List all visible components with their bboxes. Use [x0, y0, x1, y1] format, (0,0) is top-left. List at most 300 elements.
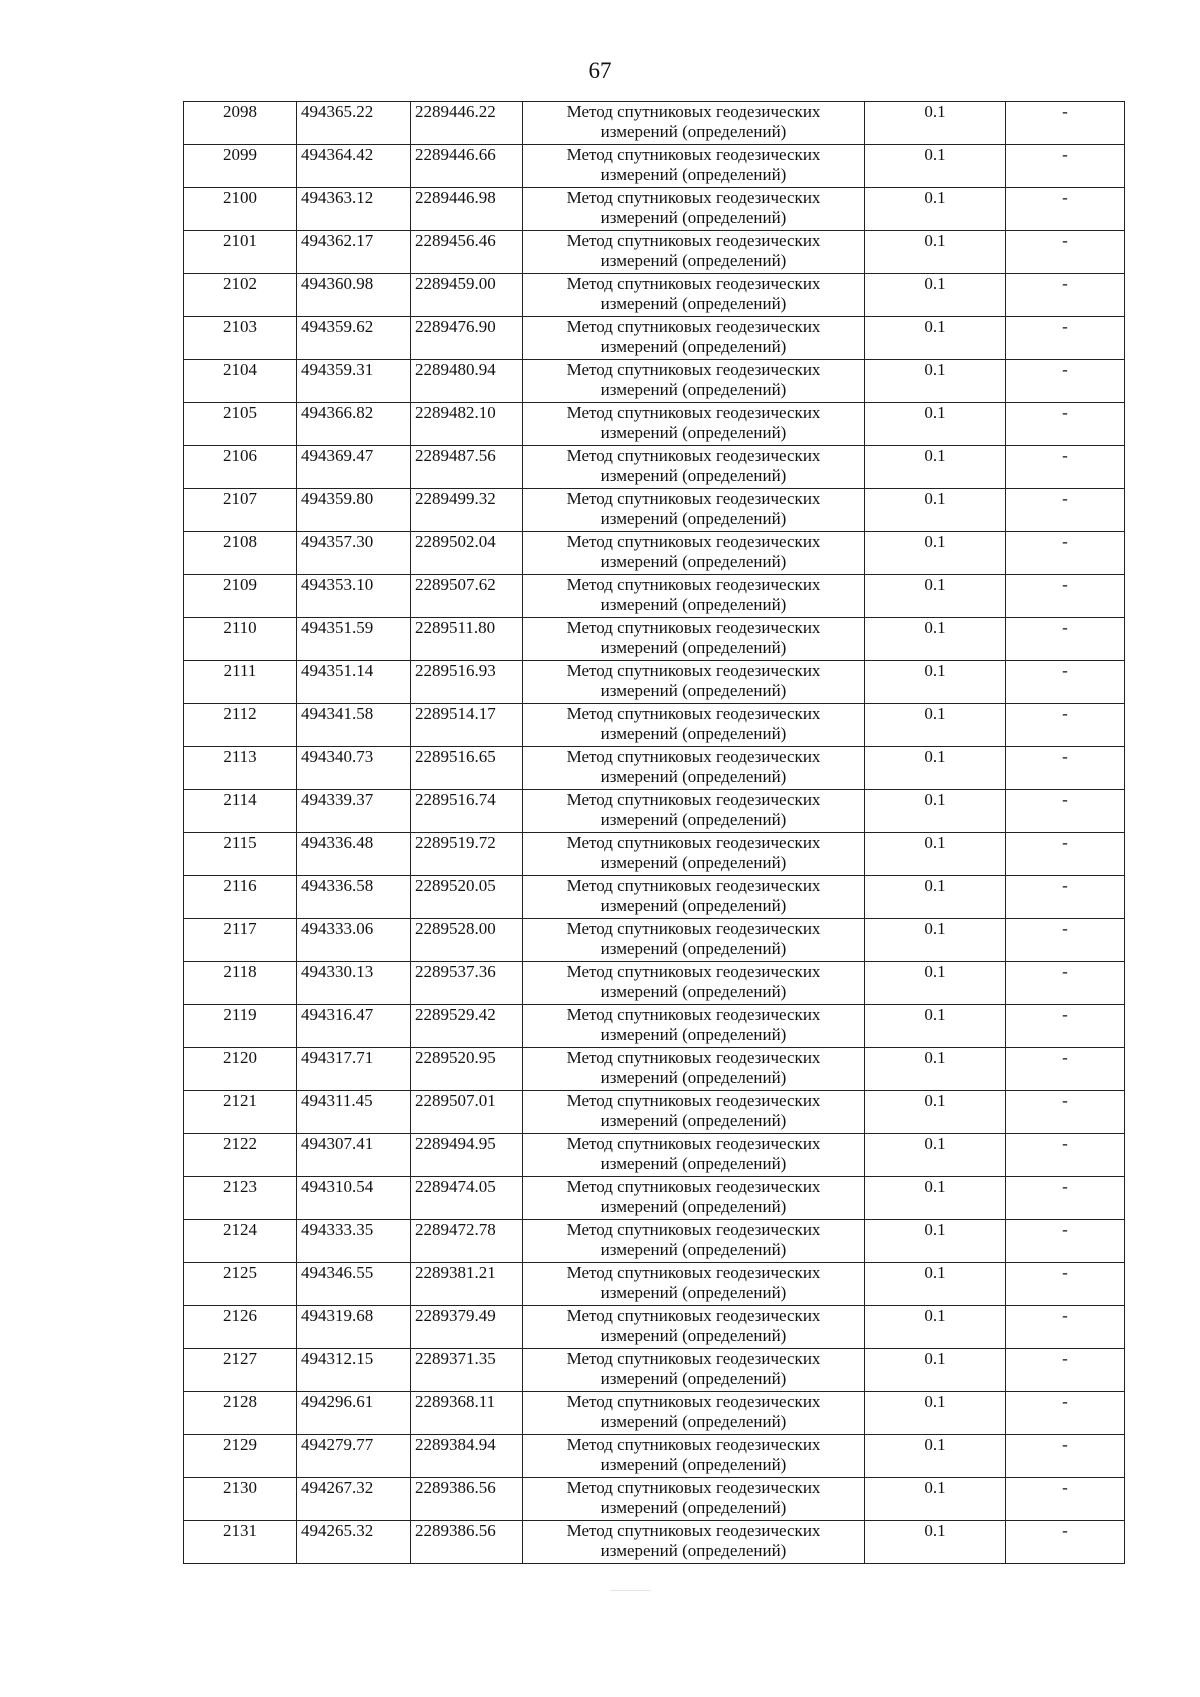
- point-number-cell: 2122: [184, 1134, 297, 1177]
- method-text-line-1: Метод спутниковых геодезических: [566, 876, 821, 895]
- point-number-cell: 2101: [184, 231, 297, 274]
- method-text-line-2: измерений (определений): [600, 294, 787, 313]
- x-coordinate-cell: 494311.45: [297, 1091, 411, 1134]
- table-row: [184, 1521, 1125, 1564]
- table-row: [184, 1435, 1125, 1478]
- accuracy-cell: 0.1: [865, 1392, 1006, 1435]
- point-number-cell: 2128: [184, 1392, 297, 1435]
- method-cell: [523, 1134, 865, 1177]
- y-coordinate-cell: 2289507.62: [411, 575, 523, 618]
- method-text-line-2: измерений (определений): [600, 810, 787, 829]
- table-row: [184, 833, 1125, 876]
- method-text-line-2: измерений (определений): [600, 208, 787, 227]
- method-cell: [523, 1306, 865, 1349]
- x-coordinate-cell: 494365.22: [297, 102, 411, 145]
- method-cell: [523, 747, 865, 790]
- x-coordinate-cell: 494359.62: [297, 317, 411, 360]
- point-number-cell: 2129: [184, 1435, 297, 1478]
- y-coordinate-cell: 2289528.00: [411, 919, 523, 962]
- y-coordinate-cell: 2289487.56: [411, 446, 523, 489]
- method-cell: [523, 704, 865, 747]
- method-text-line-1: Метод спутниковых геодезических: [566, 1306, 821, 1325]
- accuracy-cell: 0.1: [865, 833, 1006, 876]
- table-row: [184, 747, 1125, 790]
- method-cell: [523, 403, 865, 446]
- method-text-line-2: измерений (определений): [600, 552, 787, 571]
- x-coordinate-cell: 494279.77: [297, 1435, 411, 1478]
- table-row: [184, 1091, 1125, 1134]
- note-cell: -: [1006, 231, 1125, 274]
- method-cell: [523, 317, 865, 360]
- note-cell: -: [1006, 618, 1125, 661]
- accuracy-cell: 0.1: [865, 1521, 1006, 1564]
- note-cell: -: [1006, 1478, 1125, 1521]
- accuracy-cell: 0.1: [865, 618, 1006, 661]
- table-row: [184, 661, 1125, 704]
- method-cell: [523, 274, 865, 317]
- table-row: [184, 1177, 1125, 1220]
- method-cell: [523, 1091, 865, 1134]
- method-text-line-2: измерений (определений): [600, 380, 787, 399]
- note-cell: -: [1006, 919, 1125, 962]
- table-row: [184, 489, 1125, 532]
- table-row: [184, 360, 1125, 403]
- table-row: [184, 1478, 1125, 1521]
- point-number-cell: 2118: [184, 962, 297, 1005]
- point-number-cell: 2124: [184, 1220, 297, 1263]
- accuracy-cell: 0.1: [865, 403, 1006, 446]
- method-text-line-1: Метод спутниковых геодезических: [566, 833, 821, 852]
- method-text-line-2: измерений (определений): [600, 595, 787, 614]
- note-cell: -: [1006, 962, 1125, 1005]
- point-number-cell: 2123: [184, 1177, 297, 1220]
- accuracy-cell: 0.1: [865, 532, 1006, 575]
- x-coordinate-cell: 494265.32: [297, 1521, 411, 1564]
- note-cell: -: [1006, 1349, 1125, 1392]
- method-cell: [523, 1220, 865, 1263]
- note-cell: -: [1006, 661, 1125, 704]
- accuracy-cell: 0.1: [865, 1263, 1006, 1306]
- y-coordinate-cell: 2289511.80: [411, 618, 523, 661]
- accuracy-cell: 0.1: [865, 1134, 1006, 1177]
- method-cell: [523, 1521, 865, 1564]
- method-text-line-1: Метод спутниковых геодезических: [566, 1177, 821, 1196]
- method-cell: [523, 790, 865, 833]
- note-cell: -: [1006, 1435, 1125, 1478]
- x-coordinate-cell: 494340.73: [297, 747, 411, 790]
- x-coordinate-cell: 494312.15: [297, 1349, 411, 1392]
- coordinates-table: [183, 101, 1125, 1564]
- accuracy-cell: 0.1: [865, 1478, 1006, 1521]
- method-cell: [523, 446, 865, 489]
- y-coordinate-cell: 2289494.95: [411, 1134, 523, 1177]
- x-coordinate-cell: 494362.17: [297, 231, 411, 274]
- accuracy-cell: 0.1: [865, 919, 1006, 962]
- method-text-line-1: Метод спутниковых геодезических: [566, 532, 821, 551]
- note-cell: -: [1006, 704, 1125, 747]
- y-coordinate-cell: 2289520.05: [411, 876, 523, 919]
- accuracy-cell: 0.1: [865, 661, 1006, 704]
- note-cell: -: [1006, 403, 1125, 446]
- y-coordinate-cell: 2289384.94: [411, 1435, 523, 1478]
- y-coordinate-cell: 2289368.11: [411, 1392, 523, 1435]
- point-number-cell: 2100: [184, 188, 297, 231]
- accuracy-cell: 0.1: [865, 317, 1006, 360]
- method-text-line-1: Метод спутниковых геодезических: [566, 489, 821, 508]
- x-coordinate-cell: 494336.58: [297, 876, 411, 919]
- y-coordinate-cell: 2289516.93: [411, 661, 523, 704]
- accuracy-cell: 0.1: [865, 1005, 1006, 1048]
- method-text-line-1: Метод спутниковых геодезических: [566, 1048, 821, 1067]
- method-cell: [523, 1048, 865, 1091]
- method-text-line-2: измерений (определений): [600, 982, 787, 1001]
- x-coordinate-cell: 494351.59: [297, 618, 411, 661]
- table-row: [184, 1349, 1125, 1392]
- method-text-line-2: измерений (определений): [600, 1197, 787, 1216]
- y-coordinate-cell: 2289507.01: [411, 1091, 523, 1134]
- method-text-line-1: Метод спутниковых геодезических: [566, 1349, 821, 1368]
- point-number-cell: 2104: [184, 360, 297, 403]
- method-cell: [523, 188, 865, 231]
- method-text-line-2: измерений (определений): [600, 1369, 787, 1388]
- point-number-cell: 2106: [184, 446, 297, 489]
- table-row: [184, 145, 1125, 188]
- method-text-line-2: измерений (определений): [600, 165, 787, 184]
- method-cell: [523, 575, 865, 618]
- y-coordinate-cell: 2289459.00: [411, 274, 523, 317]
- method-text-line-1: Метод спутниковых геодезических: [566, 1392, 821, 1411]
- method-cell: [523, 1435, 865, 1478]
- x-coordinate-cell: 494316.47: [297, 1005, 411, 1048]
- note-cell: -: [1006, 446, 1125, 489]
- accuracy-cell: 0.1: [865, 876, 1006, 919]
- point-number-cell: 2109: [184, 575, 297, 618]
- x-coordinate-cell: 494336.48: [297, 833, 411, 876]
- accuracy-cell: 0.1: [865, 145, 1006, 188]
- coordinates-table-body: [184, 102, 1125, 1564]
- x-coordinate-cell: 494364.42: [297, 145, 411, 188]
- method-text-line-2: измерений (определений): [600, 1240, 787, 1259]
- note-cell: -: [1006, 1220, 1125, 1263]
- method-text-line-1: Метод спутниковых геодезических: [566, 274, 821, 293]
- accuracy-cell: 0.1: [865, 231, 1006, 274]
- note-cell: -: [1006, 1263, 1125, 1306]
- note-cell: -: [1006, 1306, 1125, 1349]
- y-coordinate-cell: 2289502.04: [411, 532, 523, 575]
- accuracy-cell: 0.1: [865, 489, 1006, 532]
- method-text-line-2: измерений (определений): [600, 466, 787, 485]
- scan-artifact-mark: [610, 1590, 650, 1591]
- table-row: [184, 1263, 1125, 1306]
- table-row: [184, 1306, 1125, 1349]
- method-text-line-2: измерений (определений): [600, 1326, 787, 1345]
- method-text-line-2: измерений (определений): [600, 1455, 787, 1474]
- point-number-cell: 2110: [184, 618, 297, 661]
- x-coordinate-cell: 494360.98: [297, 274, 411, 317]
- method-cell: [523, 919, 865, 962]
- x-coordinate-cell: 494307.41: [297, 1134, 411, 1177]
- method-text-line-1: Метод спутниковых геодезических: [566, 919, 821, 938]
- note-cell: -: [1006, 1048, 1125, 1091]
- note-cell: -: [1006, 575, 1125, 618]
- method-text-line-1: Метод спутниковых геодезических: [566, 747, 821, 766]
- method-text-line-2: измерений (определений): [600, 337, 787, 356]
- method-text-line-2: измерений (определений): [600, 853, 787, 872]
- accuracy-cell: 0.1: [865, 747, 1006, 790]
- x-coordinate-cell: 494346.55: [297, 1263, 411, 1306]
- x-coordinate-cell: 494351.14: [297, 661, 411, 704]
- method-text-line-2: измерений (определений): [600, 1283, 787, 1302]
- x-coordinate-cell: 494267.32: [297, 1478, 411, 1521]
- method-text-line-2: измерений (определений): [600, 939, 787, 958]
- method-cell: [523, 489, 865, 532]
- method-text-line-2: измерений (определений): [600, 423, 787, 442]
- note-cell: -: [1006, 360, 1125, 403]
- x-coordinate-cell: 494363.12: [297, 188, 411, 231]
- method-cell: [523, 532, 865, 575]
- y-coordinate-cell: 2289472.78: [411, 1220, 523, 1263]
- table-row: [184, 317, 1125, 360]
- note-cell: -: [1006, 317, 1125, 360]
- x-coordinate-cell: 494353.10: [297, 575, 411, 618]
- point-number-cell: 2113: [184, 747, 297, 790]
- accuracy-cell: 0.1: [865, 1435, 1006, 1478]
- method-text-line-2: измерений (определений): [600, 1111, 787, 1130]
- method-text-line-1: Метод спутниковых геодезических: [566, 661, 821, 680]
- accuracy-cell: 0.1: [865, 1091, 1006, 1134]
- note-cell: -: [1006, 274, 1125, 317]
- y-coordinate-cell: 2289537.36: [411, 962, 523, 1005]
- y-coordinate-cell: 2289516.65: [411, 747, 523, 790]
- method-text-line-1: Метод спутниковых геодезических: [566, 1435, 821, 1454]
- method-cell: [523, 1005, 865, 1048]
- point-number-cell: 2098: [184, 102, 297, 145]
- note-cell: -: [1006, 876, 1125, 919]
- note-cell: -: [1006, 532, 1125, 575]
- page-number: 67: [588, 58, 612, 83]
- accuracy-cell: 0.1: [865, 1220, 1006, 1263]
- note-cell: -: [1006, 1521, 1125, 1564]
- y-coordinate-cell: 2289514.17: [411, 704, 523, 747]
- method-text-line-2: измерений (определений): [600, 638, 787, 657]
- method-cell: [523, 618, 865, 661]
- note-cell: -: [1006, 833, 1125, 876]
- x-coordinate-cell: 494296.61: [297, 1392, 411, 1435]
- method-text-line-2: измерений (определений): [600, 251, 787, 270]
- note-cell: -: [1006, 1005, 1125, 1048]
- accuracy-cell: 0.1: [865, 1349, 1006, 1392]
- method-text-line-1: Метод спутниковых геодезических: [566, 962, 821, 981]
- method-text-line-1: Метод спутниковых геодезических: [566, 1091, 821, 1110]
- point-number-cell: 2125: [184, 1263, 297, 1306]
- table-row: [184, 1048, 1125, 1091]
- point-number-cell: 2108: [184, 532, 297, 575]
- method-cell: [523, 1263, 865, 1306]
- x-coordinate-cell: 494359.31: [297, 360, 411, 403]
- y-coordinate-cell: 2289386.56: [411, 1521, 523, 1564]
- table-row: [184, 188, 1125, 231]
- method-cell: [523, 962, 865, 1005]
- method-cell: [523, 1349, 865, 1392]
- accuracy-cell: 0.1: [865, 274, 1006, 317]
- accuracy-cell: 0.1: [865, 1048, 1006, 1091]
- x-coordinate-cell: 494339.37: [297, 790, 411, 833]
- table-row: [184, 446, 1125, 489]
- y-coordinate-cell: 2289371.35: [411, 1349, 523, 1392]
- method-text-line-2: измерений (определений): [600, 1541, 787, 1560]
- y-coordinate-cell: 2289519.72: [411, 833, 523, 876]
- point-number-cell: 2112: [184, 704, 297, 747]
- accuracy-cell: 0.1: [865, 446, 1006, 489]
- accuracy-cell: 0.1: [865, 360, 1006, 403]
- x-coordinate-cell: 494310.54: [297, 1177, 411, 1220]
- method-text-line-1: Метод спутниковых геодезических: [566, 1478, 821, 1497]
- table-row: [184, 102, 1125, 145]
- y-coordinate-cell: 2289499.32: [411, 489, 523, 532]
- point-number-cell: 2117: [184, 919, 297, 962]
- note-cell: -: [1006, 1134, 1125, 1177]
- method-cell: [523, 833, 865, 876]
- method-text-line-2: измерений (определений): [600, 1498, 787, 1517]
- table-row: [184, 575, 1125, 618]
- point-number-cell: 2107: [184, 489, 297, 532]
- note-cell: -: [1006, 489, 1125, 532]
- method-text-line-1: Метод спутниковых геодезических: [566, 1134, 821, 1153]
- y-coordinate-cell: 2289480.94: [411, 360, 523, 403]
- accuracy-cell: 0.1: [865, 188, 1006, 231]
- y-coordinate-cell: 2289520.95: [411, 1048, 523, 1091]
- note-cell: -: [1006, 145, 1125, 188]
- method-text-line-1: Метод спутниковых геодезических: [566, 446, 821, 465]
- point-number-cell: 2103: [184, 317, 297, 360]
- method-text-line-1: Метод спутниковых геодезических: [566, 1521, 821, 1540]
- x-coordinate-cell: 494357.30: [297, 532, 411, 575]
- table-row: [184, 704, 1125, 747]
- accuracy-cell: 0.1: [865, 962, 1006, 1005]
- method-text-line-2: измерений (определений): [600, 1412, 787, 1431]
- y-coordinate-cell: 2289386.56: [411, 1478, 523, 1521]
- method-text-line-1: Метод спутниковых геодезических: [566, 145, 821, 164]
- method-cell: [523, 231, 865, 274]
- method-text-line-2: измерений (определений): [600, 509, 787, 528]
- point-number-cell: 2114: [184, 790, 297, 833]
- table-row: [184, 1005, 1125, 1048]
- method-text-line-2: измерений (определений): [600, 767, 787, 786]
- y-coordinate-cell: 2289474.05: [411, 1177, 523, 1220]
- y-coordinate-cell: 2289446.22: [411, 102, 523, 145]
- table-row: [184, 231, 1125, 274]
- method-text-line-2: измерений (определений): [600, 681, 787, 700]
- y-coordinate-cell: 2289482.10: [411, 403, 523, 446]
- method-text-line-1: Метод спутниковых геодезических: [566, 403, 821, 422]
- method-cell: [523, 1177, 865, 1220]
- method-text-line-1: Метод спутниковых геодезических: [566, 231, 821, 250]
- method-text-line-1: Метод спутниковых геодезических: [566, 618, 821, 637]
- x-coordinate-cell: 494330.13: [297, 962, 411, 1005]
- method-text-line-1: Метод спутниковых геодезических: [566, 317, 821, 336]
- method-text-line-1: Метод спутниковых геодезических: [566, 188, 821, 207]
- table-row: [184, 790, 1125, 833]
- accuracy-cell: 0.1: [865, 790, 1006, 833]
- x-coordinate-cell: 494369.47: [297, 446, 411, 489]
- y-coordinate-cell: 2289381.21: [411, 1263, 523, 1306]
- method-cell: [523, 1392, 865, 1435]
- accuracy-cell: 0.1: [865, 1177, 1006, 1220]
- y-coordinate-cell: 2289516.74: [411, 790, 523, 833]
- method-text-line-1: Метод спутниковых геодезических: [566, 1220, 821, 1239]
- method-cell: [523, 102, 865, 145]
- note-cell: -: [1006, 188, 1125, 231]
- table-row: [184, 618, 1125, 661]
- x-coordinate-cell: 494359.80: [297, 489, 411, 532]
- table-row: [184, 1392, 1125, 1435]
- method-text-line-1: Метод спутниковых геодезических: [566, 102, 821, 121]
- table-row: [184, 1134, 1125, 1177]
- note-cell: -: [1006, 1091, 1125, 1134]
- point-number-cell: 2119: [184, 1005, 297, 1048]
- method-text-line-1: Метод спутниковых геодезических: [566, 575, 821, 594]
- method-text-line-1: Метод спутниковых геодезических: [566, 1005, 821, 1024]
- note-cell: -: [1006, 790, 1125, 833]
- point-number-cell: 2105: [184, 403, 297, 446]
- x-coordinate-cell: 494317.71: [297, 1048, 411, 1091]
- note-cell: -: [1006, 102, 1125, 145]
- method-text-line-2: измерений (определений): [600, 122, 787, 141]
- method-text-line-1: Метод спутниковых геодезических: [566, 704, 821, 723]
- point-number-cell: 2116: [184, 876, 297, 919]
- point-number-cell: 2115: [184, 833, 297, 876]
- method-cell: [523, 145, 865, 188]
- method-text-line-1: Метод спутниковых геодезических: [566, 1263, 821, 1282]
- point-number-cell: 2111: [184, 661, 297, 704]
- accuracy-cell: 0.1: [865, 704, 1006, 747]
- accuracy-cell: 0.1: [865, 102, 1006, 145]
- note-cell: -: [1006, 747, 1125, 790]
- method-cell: [523, 876, 865, 919]
- table-row: [184, 403, 1125, 446]
- x-coordinate-cell: 494366.82: [297, 403, 411, 446]
- table-row: [184, 1220, 1125, 1263]
- table-row: [184, 962, 1125, 1005]
- point-number-cell: 2126: [184, 1306, 297, 1349]
- x-coordinate-cell: 494319.68: [297, 1306, 411, 1349]
- y-coordinate-cell: 2289379.49: [411, 1306, 523, 1349]
- point-number-cell: 2130: [184, 1478, 297, 1521]
- note-cell: -: [1006, 1177, 1125, 1220]
- method-text-line-2: измерений (определений): [600, 896, 787, 915]
- point-number-cell: 2127: [184, 1349, 297, 1392]
- table-row: [184, 919, 1125, 962]
- table-row: [184, 876, 1125, 919]
- method-text-line-1: Метод спутниковых геодезических: [566, 790, 821, 809]
- accuracy-cell: 0.1: [865, 1306, 1006, 1349]
- point-number-cell: 2102: [184, 274, 297, 317]
- method-text-line-1: Метод спутниковых геодезических: [566, 360, 821, 379]
- method-text-line-2: измерений (определений): [600, 1068, 787, 1087]
- method-cell: [523, 661, 865, 704]
- point-number-cell: 2131: [184, 1521, 297, 1564]
- accuracy-cell: 0.1: [865, 575, 1006, 618]
- method-cell: [523, 1478, 865, 1521]
- point-number-cell: 2120: [184, 1048, 297, 1091]
- y-coordinate-cell: 2289446.98: [411, 188, 523, 231]
- note-cell: -: [1006, 1392, 1125, 1435]
- method-text-line-2: измерений (определений): [600, 724, 787, 743]
- y-coordinate-cell: 2289476.90: [411, 317, 523, 360]
- table-row: [184, 532, 1125, 575]
- point-number-cell: 2099: [184, 145, 297, 188]
- y-coordinate-cell: 2289446.66: [411, 145, 523, 188]
